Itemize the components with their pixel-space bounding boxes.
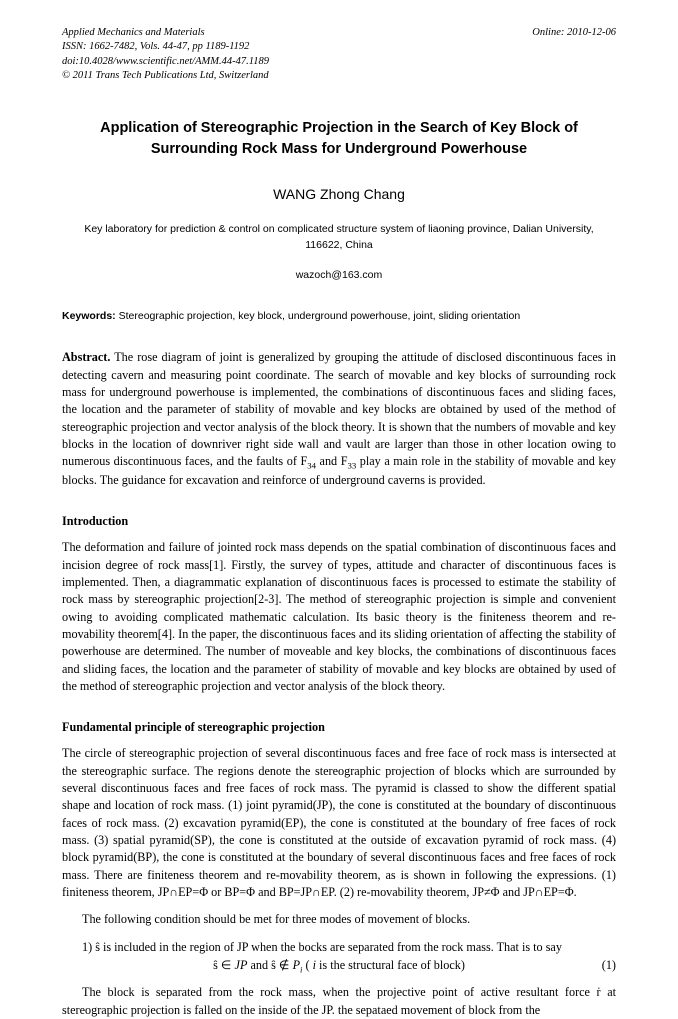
page-header [62, 26, 616, 84]
copyright-line: © 2011 Trans Tech Publications Ltd, Switzerland [62, 70, 269, 82]
section-heading-introduction: Introduction [62, 514, 129, 529]
abstract-label: Abstract. [62, 350, 111, 365]
abstract-text: The rose diagram of joint is generalized by grouping the attitude of disclosed discontinuous faces in detecting cavern and measuring point coordinate. The search of movable and key blocks of surrounding rock mass for underground powerhouse is implemented, the combinations of discontinuous faces and sliding faces, the location and the parameter of stability of movable and key blocks are obtained by used of the method of stereographic projection and vector analysis of the block theory. It is shown that the numbers of movable and key blocks in the location of downriver right side wall and vault are larger than those in other location owing to numerous discontinuous faces, and the faults of $F_{34}$ and $F_{33}$ play a main role in the stability of movable and key blocks. The guidance for excavation and reinforce of underground caverns is provided. [62, 350, 616, 488]
keywords-text: Stereographic projection, key block, underground powerhouse, joint, sliding orientation [115, 310, 521, 323]
abstract-block [62, 349, 616, 489]
page-title: Application of Stereographic Projection in the Search of Key Block of Surrounding Rock Mass for Underground Powerhouse [100, 119, 578, 157]
keywords-line [62, 309, 616, 325]
section-heading-fundamental-principle: Fundamental principle of stereographic projection [62, 720, 325, 735]
equation-1-text: ŝ ∈ JP and ŝ ∉ $P_i$ ( i is the structural face of block) [213, 957, 465, 975]
header-left-block [62, 26, 269, 84]
issn-line: ISSN: 1662-7482, Vols. 44-47, pp 1189-1192 [62, 41, 250, 53]
principle-closing-paragraph: The block is separated from the rock mass, when the projective point of active resultant force ṙ at stereographic projection is falled on the inside of the JP. the sepataed movement of block from the [62, 985, 616, 1017]
author-name: WANG Zhong Chang [273, 185, 405, 202]
affiliation: Key laboratory for prediction & control on complicated structure system of liaoning province, Dalian University, 116622, China [84, 222, 594, 251]
principle-paragraph: The circle of stereographic projection of several discontinuous faces and free face of rock mass is intersected at the stereographic surface. The regions denote the stereographic projection of blocks which are surrounded by several discontinuous faces and free faces of rock mass. The pyramid is classed to show the different spatial shape and location of rock mass. (1) joint pyramid(JP), the cone is constituted at the boundary of discontinuous faces of rock mass. (2) excavation pyramid(EP), the cone is constituted at the boundary of free faces of rock mass. (3) spatial pyramid(SP), the cone is constituted at the outside of excavation pyramid of rock mass. (4) block pyramid(BP), the cone is constituted at the boundary of several discontinuous faces and free faces of rock mass. There are finiteness theorem and re-movability theorem, as is shown in following the expressions. (1) finiteness theorem, JP∩EP=Φ or BP=Φ and BP=JP∩EP. (2) re-movability theorem, JP≠Φ and JP∩EP=Φ. [62, 746, 616, 899]
journal-name: Applied Mechanics and Materials [62, 27, 205, 38]
introduction-paragraph: The deformation and failure of jointed rock mass depends on the spatial combination of discontinuous faces and incision degree of rock mass[1]. Firstly, the survey of types, attitude and character of discontinuous faces is implemented. Then, a diagrammatic explanation of discontinuous faces is processed to estimate the stability of rock mass by stereographic projection[2-3]. The method of stereographic projection is simple and convenient owing to avoiding complicated mathematic calculation. Its basic theory is the finiteness theorem and re-movability theorem[4]. In the paper, the discontinuous faces and its sliding orientation of affecting the stability of powerhouse are determined. The number of moveable and key blocks, the combinations of discontinuous faces and sliding faces, the location and the parameter of stability of movable and key blocks are obtained by used of the method of stereographic projection and vector analysis of the block theory. [62, 540, 616, 694]
equation-1-number: (1) [601, 957, 616, 972]
principle-condition-line: The following condition should be met for three modes of movement of blocks. [82, 912, 471, 927]
keywords-label: Keywords: [62, 310, 116, 323]
author-email: wazoch@163.com [295, 269, 383, 282]
online-date: Online: 2010-12-06 [532, 27, 616, 38]
doi-line: doi:10.4028/www.scientific.net/AMM.44-47.1189 [62, 55, 269, 67]
equation-1 [62, 958, 616, 974]
principle-mode-line: 1) ŝ is included in the region of JP when the bocks are separated from the rock mass. That is to say [82, 939, 562, 954]
